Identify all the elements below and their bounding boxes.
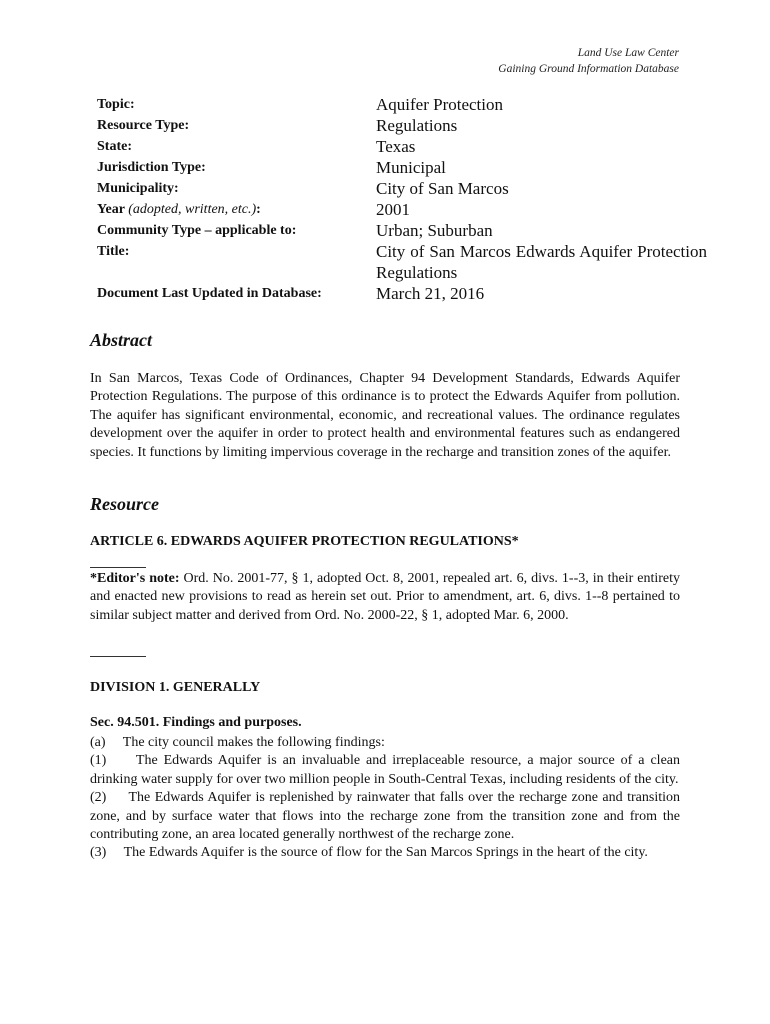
header-database: Gaining Ground Information Database	[498, 63, 679, 75]
metadata-label	[97, 199, 372, 220]
metadata-value: Regulations	[376, 116, 458, 135]
metadata-label: State:	[97, 139, 132, 154]
metadata-value: Texas	[376, 137, 416, 156]
metadata-row-year	[97, 199, 707, 220]
metadata-value: Aquifer Protection	[376, 95, 503, 114]
resource-heading: Resource	[90, 494, 159, 514]
metadata-row-title	[97, 241, 707, 283]
divider	[90, 656, 146, 657]
metadata-value: City of San Marcos	[376, 179, 509, 198]
section-body	[90, 734, 684, 863]
editors-note-label: *Editor's note:	[90, 571, 180, 586]
metadata-label: Jurisdiction Type:	[97, 160, 206, 175]
metadata-row-municipality	[97, 178, 707, 199]
metadata-value: March 21, 2016	[376, 284, 485, 303]
metadata-value: Municipal	[376, 158, 446, 177]
metadata-row-last-updated	[97, 283, 707, 304]
article-title: ARTICLE 6. EDWARDS AQUIFER PROTECTION REGULATIONS*	[90, 534, 519, 549]
paragraph: (1) The Edwards Aquifer is an invaluable and irreplaceable resource, a major source of a clean drinking water supply for over two million people in South-Central Texas, including residents of the city.	[90, 753, 684, 787]
abstract-heading: Abstract	[90, 330, 153, 350]
division-title: DIVISION 1. GENERALLY	[90, 680, 261, 695]
metadata-label: Document Last Updated in Database:	[97, 286, 322, 301]
metadata-label: Resource Type:	[97, 118, 190, 133]
metadata-label: Municipality:	[97, 181, 179, 196]
metadata-value: Urban; Suburban	[376, 221, 493, 240]
metadata-table	[97, 94, 707, 304]
metadata-row-resource-type	[97, 115, 707, 136]
metadata-row-community-type	[97, 220, 707, 241]
metadata-label: Topic:	[97, 97, 135, 112]
metadata-label-colon: :	[256, 202, 261, 217]
editors-note	[90, 570, 680, 625]
metadata-value: City of San Marcos Edwards Aquifer Protection Regulations	[376, 242, 707, 282]
metadata-row-jurisdiction-type	[97, 157, 707, 178]
metadata-label: Title:	[97, 244, 130, 259]
paragraph: (a) The city council makes the following findings:	[90, 735, 385, 750]
editors-note-text: Ord. No. 2001-77, § 1, adopted Oct. 8, 2001, repealed art. 6, divs. 1--3, in their entirety and enacted new provisions to read as herein set out. Prior to amendment, art. 6, divs. 1--8 pertained to similar subject matter and derived from Ord. No. 2000-22, § 1, adopted Mar. 6, 2000.	[90, 571, 680, 623]
page-header	[498, 45, 679, 77]
metadata-label-text: Year	[97, 202, 125, 217]
header-org: Land Use Law Center	[577, 47, 679, 59]
metadata-label-qualifier: (adopted, written, etc.)	[128, 202, 257, 217]
metadata-label: Community Type – applicable to:	[97, 223, 297, 238]
metadata-row-topic	[97, 94, 707, 115]
abstract-text: In San Marcos, Texas Code of Ordinances, Chapter 94 Development Standards, Edwards Aquifer Protection Regulations. The purpose of this ordinance is to protect the Edwards Aquifer from pollution. The aquifer has significant environmental, economic, and recreational values. The ordinance regulates development over the aquifer in order to protect health and environmental features such as endangered species. It functions by limiting impervious coverage in the recharge and transition zones of the aquifer.	[90, 371, 680, 460]
metadata-row-state	[97, 136, 707, 157]
paragraph: (3) The Edwards Aquifer is the source of flow for the San Marcos Springs in the heart of the city.	[90, 845, 648, 861]
paragraph: (2) The Edwards Aquifer is replenished by rainwater that falls over the recharge zone and transition zone, and by surface water that flows into the recharge zone from the transition zone and from the contributing zone, an area located generally northwest of the recharge zone.	[90, 790, 684, 843]
metadata-value: 2001	[376, 200, 410, 219]
divider	[90, 567, 146, 568]
section-title: Sec. 94.501. Findings and purposes.	[90, 715, 302, 730]
